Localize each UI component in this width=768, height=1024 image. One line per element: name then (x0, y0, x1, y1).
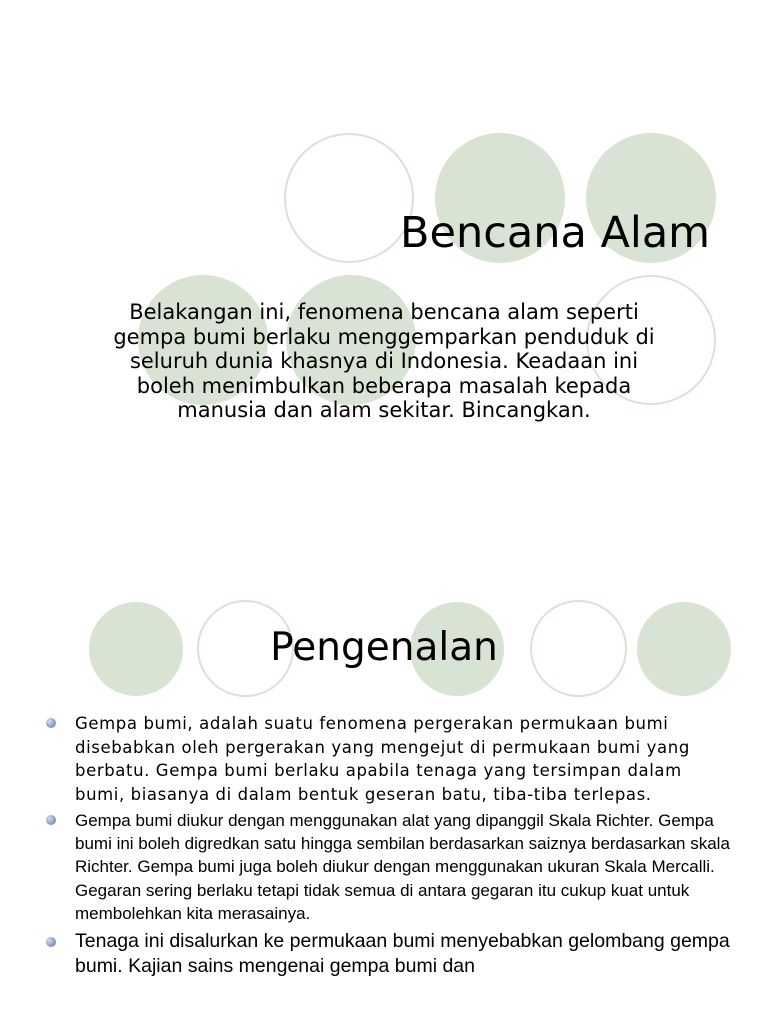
bullet-list (44, 712, 734, 979)
slide-title: Pengenalan (270, 625, 498, 670)
slide-title: Bencana Alam (400, 208, 711, 258)
slide-body-text: Belakangan ini, fenomena bencana alam seperti gempa bumi berlaku menggemparkan penduduk di seluruh dunia khasnya di Indonesia. Keadaan ini boleh menimbulkan beberapa masalah kepada manusia dan alam sekitar. Bincangkan. (113, 300, 655, 422)
decorative-circle-outline (284, 133, 414, 263)
list-item (44, 712, 734, 806)
list-item (44, 809, 734, 925)
bullet-icon (46, 937, 56, 947)
bullet-text: Tenaga ini disalurkan ke permukaan bumi menyebabkan gelombang gempa bumi. Kajian sains mengenai gempa bumi dan (75, 930, 730, 978)
bullet-text: Gempa bumi, adalah suatu fenomena pergerakan permukaan bumi disebabkan oleh pergerakan yang mengejut di permukaan bumi yang berbatu. Gempa bumi berlaku apabila tenaga yang tersimpan dalam bumi, biasanya di dalam bentuk geseran batu, tiba-tiba terlepas. (75, 714, 690, 804)
list-item (44, 929, 734, 979)
slide-pengenalan (0, 575, 768, 1024)
bullet-icon (46, 815, 56, 825)
bullet-text: Gempa bumi diukur dengan menggunakan alat yang dipanggil Skala Richter. Gempa bumi ini boleh digredkan satu hingga sembilan berdasarkan saiznya berdasarkan skala Richter. Gempa bumi juga boleh diukur dengan menggunakan ukuran Skala Mercalli. Gegaran sering berlaku tetapi tidak semua di antara gegaran itu cukup kuat untuk membolehkan kita merasainya. (75, 811, 730, 923)
bullet-icon (46, 718, 56, 728)
